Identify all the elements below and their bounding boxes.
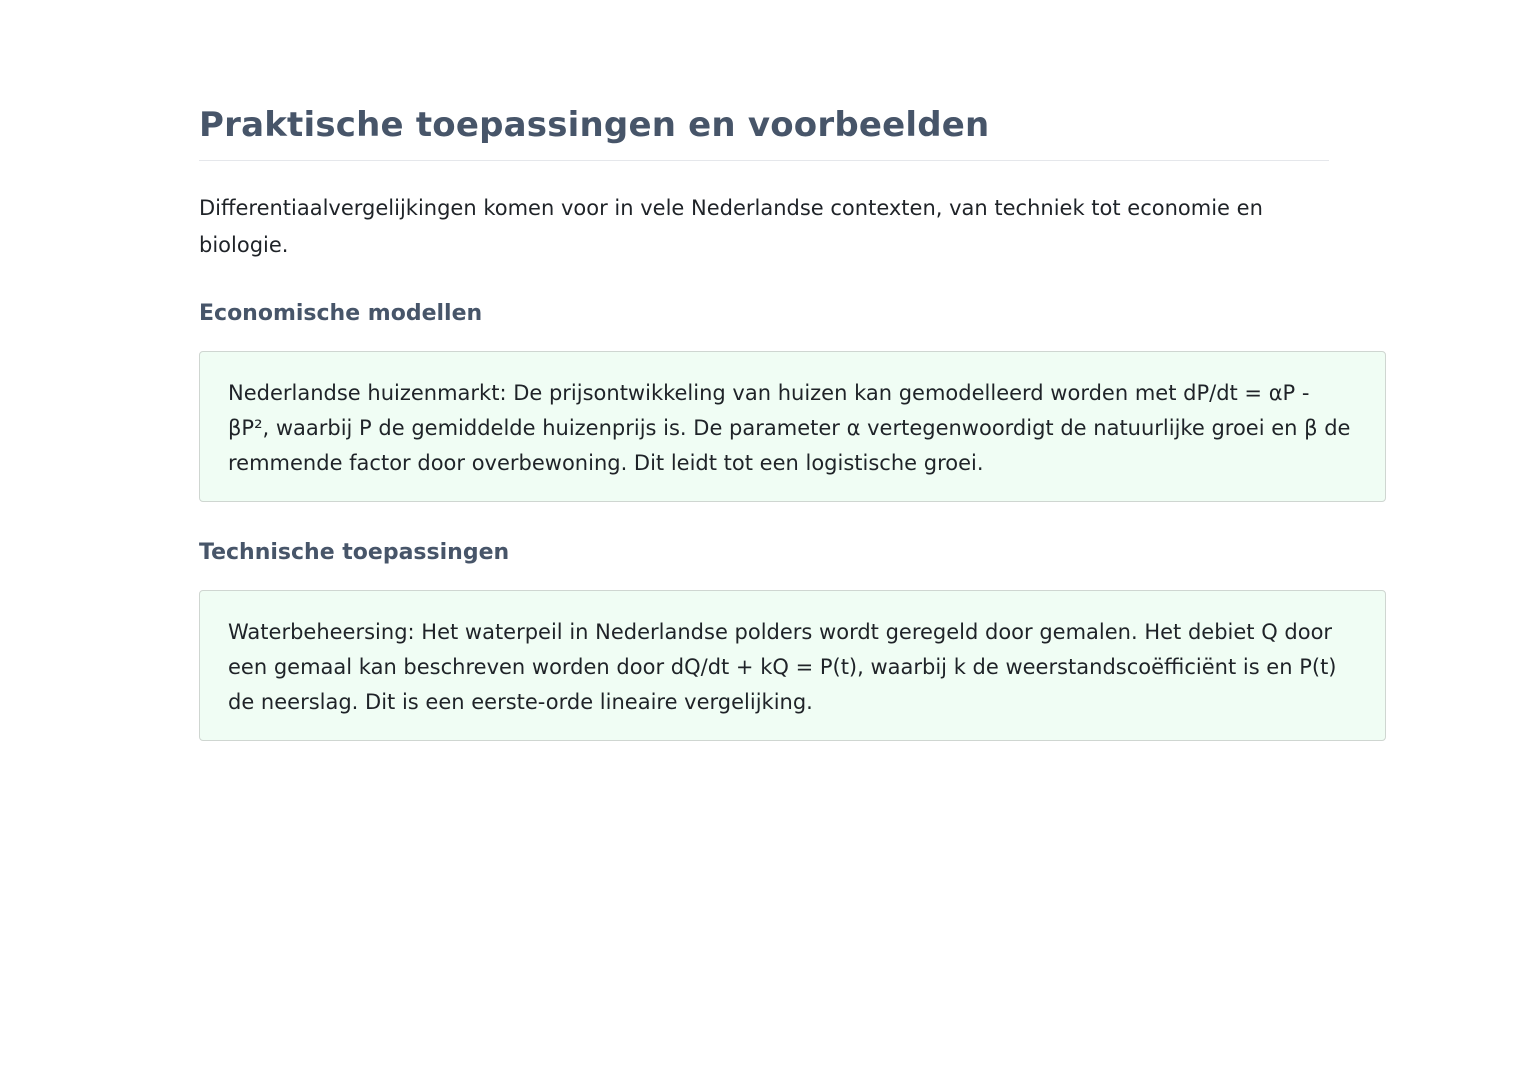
document-content (199, 100, 1386, 741)
page-title: Praktische toepassingen en voorbeelden (199, 100, 1329, 161)
example-box-waterbeheersing: Waterbeheersing: Het waterpeil in Nederlandse polders wordt geregeld door gemalen. Het debiet Q door een gemaal kan beschreven worden door dQ/dt + kQ = P(t), waarbij k de weerstandscoëfficiënt is en P(t) de neerslag. Dit is een eerste-orde lineaire vergelijking. (199, 590, 1386, 741)
intro-paragraph: Differentiaalvergelijkingen komen voor in vele Nederlandse contexten, van techniek tot economie en biologie. (199, 196, 1263, 257)
section-heading-technische-toepassingen: Technische toepassingen (199, 540, 510, 565)
section-heading-economische-modellen: Economische modellen (199, 301, 483, 326)
example-box-huizenmarkt: Nederlandse huizenmarkt: De prijsontwikkeling van huizen kan gemodelleerd worden met dP/dt = αP - βP², waarbij P de gemiddelde huizenprijs is. De parameter α vertegenwoordigt de natuurlijke groei en β de remmende factor door overbewoning. Dit leidt tot een logistische groei. (199, 351, 1386, 502)
